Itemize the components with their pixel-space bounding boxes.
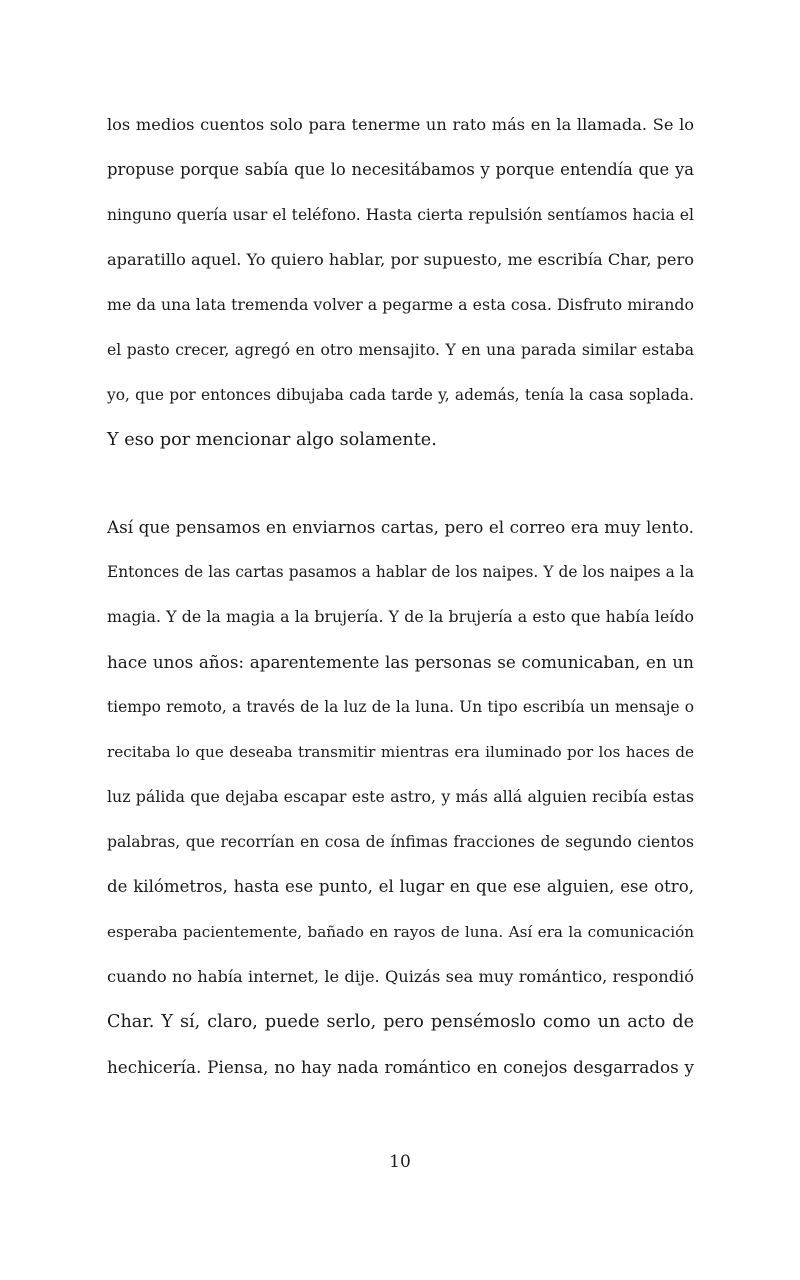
paragraph-2-line: tiempo remoto, a través de la luz de la luna. Un tipo escribía un mensaje o <box>107 698 694 716</box>
paragraph-1-line: el pasto crecer, agregó en otro mensajito. Y en una parada similar estaba <box>107 341 694 359</box>
paragraph-2-line: Char. Y sí, claro, puede serlo, pero pensémoslo como un acto de <box>107 1012 694 1032</box>
paragraph-2-line: magia. Y de la magia a la brujería. Y de la brujería a esto que había leído <box>107 607 694 626</box>
paragraph-2-line: esperaba pacientemente, bañado en rayos de luna. Así era la comunicación <box>107 923 694 941</box>
paragraph-1-line: los medios cuentos solo para tenerme un rato más en la llamada. Se lo <box>107 115 694 134</box>
paragraph-2-line: hace unos años: aparentemente las personas se comunicaban, en un <box>107 652 694 672</box>
paragraph-2-line: hechicería. Piensa, no hay nada romántico en conejos desgarrados y <box>107 1057 694 1077</box>
paragraph-2-line: Entonces de las cartas pasamos a hablar de los naipes. Y de los naipes a la <box>107 563 694 581</box>
paragraph-2-line: cuando no había internet, le dije. Quizás sea muy romántico, respondió <box>107 967 694 986</box>
paragraph-2-line: luz pálida que dejaba escapar este astro, y más allá alguien recibía estas <box>107 787 694 806</box>
page-number: 10 <box>389 1152 411 1172</box>
paragraph-1-line: propuse porque sabía que lo necesitábamos y porque entendía que ya <box>107 160 694 179</box>
paragraph-1-line: yo, que por entonces dibujaba cada tarde y, además, tenía la casa soplada. <box>107 386 694 404</box>
paragraph-2-line: recitaba lo que deseaba transmitir mientras era iluminado por los haces de <box>107 743 694 761</box>
paragraph-1-line: ninguno quería usar el teléfono. Hasta cierta repulsión sentíamos hacia el <box>107 206 694 224</box>
paragraph-2-line: de kilómetros, hasta ese punto, el lugar en que ese alguien, ese otro, <box>107 877 694 896</box>
paragraph-1-line: me da una lata tremenda volver a pegarme a esta cosa. Disfruto mirando <box>107 295 694 314</box>
paragraph-2-line: palabras, que recorrían en cosa de ínfimas fracciones de segundo cientos <box>107 833 694 851</box>
paragraph-2-line: Así que pensamos en enviarnos cartas, pero el correo era muy lento. <box>107 517 694 537</box>
paragraph-1-line: aparatillo aquel. Yo quiero hablar, por supuesto, me escribía Char, pero <box>107 250 694 269</box>
paragraph-1-line: Y eso por mencionar algo solamente. <box>107 430 437 450</box>
